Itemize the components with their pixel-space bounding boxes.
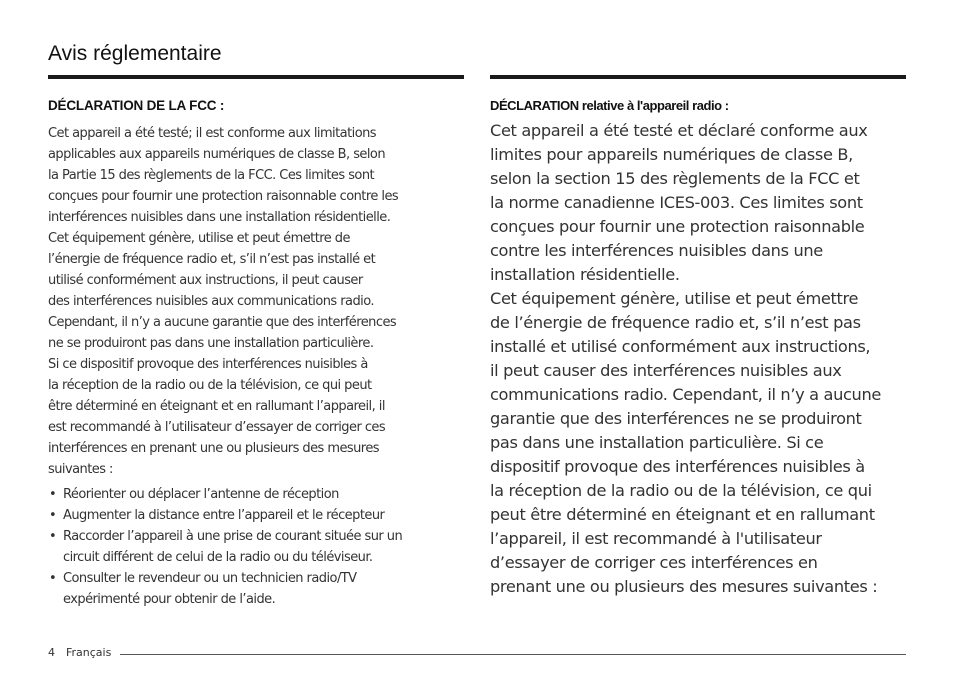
footer-rule — [120, 654, 906, 655]
text-line: Cet équipement génère, utilise et peut émettre — [490, 289, 859, 308]
text-line: conçues pour fournir une protection raisonnable contre les — [48, 189, 399, 204]
text-line: de l’énergie de fréquence radio et, s’il n’est pas — [490, 313, 861, 332]
text-line: suivantes : — [48, 462, 113, 477]
text-line: interférences nuisibles dans une installation résidentielle. — [48, 210, 391, 225]
text-line: la réception de la radio ou de la télévision, ce qui — [490, 481, 872, 500]
text-line: interférences en prenant une ou plusieurs des mesures — [48, 441, 379, 456]
text-line: garantie que des interférences ne se produiront — [490, 409, 862, 428]
text-line: communications radio. Cependant, il n’y a aucune — [490, 385, 881, 404]
text-line: d’essayer de corriger ces interférences en — [490, 553, 818, 572]
fcc-declaration-section — [48, 98, 460, 610]
list-item — [48, 526, 460, 568]
text-line: pas dans une installation particulière. Si ce — [490, 433, 824, 452]
radio-body-text — [490, 119, 908, 599]
text-line: la Partie 15 des règlements de la FCC. Ces limites sont — [48, 168, 375, 183]
text-line: la réception de la radio ou de la télévision, ce qui peut — [48, 378, 372, 393]
title-rule-left — [48, 75, 464, 79]
list-item-line: circuit différent de celui de la radio ou du téléviseur. — [63, 550, 373, 565]
fcc-heading: DÉCLARATION DE LA FCC : — [48, 98, 225, 113]
list-item-line: • Réorienter ou déplacer l’antenne de réception — [63, 487, 339, 502]
text-line: installé et utilisé conformément aux instructions, — [490, 337, 871, 356]
text-line: limites pour appareils numériques de classe B, — [490, 145, 853, 164]
list-item-line: • Augmenter la distance entre l’appareil et le récepteur — [63, 508, 385, 523]
radio-declaration-section — [490, 98, 908, 599]
text-line: Cet équipement génère, utilise et peut émettre de — [48, 231, 350, 246]
text-line: il peut causer des interférences nuisibles aux — [490, 361, 842, 380]
text-line: Cet appareil a été testé; il est conforme aux limitations — [48, 126, 377, 141]
text-line: est recommandé à l’utilisateur d’essayer de corriger ces — [48, 420, 386, 435]
page-number: 4 — [48, 646, 55, 659]
text-line: utilisé conformément aux instructions, il peut causer — [48, 273, 363, 288]
text-line: selon la section 15 des règlements de la FCC et — [490, 169, 860, 188]
text-line: contre les interférences nuisibles dans une — [490, 241, 823, 260]
list-item — [48, 568, 460, 610]
radio-heading: DÉCLARATION relative à l'appareil radio : — [490, 98, 729, 113]
text-line: l’énergie de fréquence radio et, s’il n’est pas installé et — [48, 252, 376, 267]
text-line: Cet appareil a été testé et déclaré conforme aux — [490, 121, 868, 140]
footer-language: Français — [66, 646, 112, 659]
page-title: Avis réglementaire — [48, 42, 222, 65]
fcc-measures-list — [48, 484, 460, 610]
text-line: peut être déterminé en éteignant et en rallumant — [490, 505, 875, 524]
text-line: Si ce dispositif provoque des interférences nuisibles à — [48, 357, 368, 372]
text-line: l’appareil, il est recommandé à l'utilisateur — [490, 529, 822, 548]
title-rule-right — [490, 75, 906, 79]
list-item — [48, 505, 460, 526]
fcc-body-text — [48, 123, 460, 480]
text-line: être déterminé en éteignant et en rallumant l’appareil, il — [48, 399, 385, 414]
list-item — [48, 484, 460, 505]
text-line: dispositif provoque des interférences nuisibles à — [490, 457, 865, 476]
text-line: la norme canadienne ICES-003. Ces limites sont — [490, 193, 863, 212]
list-item-line: • Raccorder l’appareil à une prise de courant située sur un — [63, 529, 403, 544]
text-line: conçues pour fournir une protection raisonnable — [490, 217, 865, 236]
text-line: prenant une ou plusieurs des mesures suivantes : — [490, 577, 878, 596]
text-line: Cependant, il n’y a aucune garantie que des interférences — [48, 315, 397, 330]
text-line: ne se produiront pas dans une installation particulière. — [48, 336, 374, 351]
text-line: installation résidentielle. — [490, 265, 680, 284]
list-item-line: • Consulter le revendeur ou un technicien radio/TV — [63, 571, 357, 586]
list-item-line: expérimenté pour obtenir de l’aide. — [63, 592, 276, 607]
text-line: applicables aux appareils numériques de classe B, selon — [48, 147, 386, 162]
text-line: des interférences nuisibles aux communications radio. — [48, 294, 374, 309]
